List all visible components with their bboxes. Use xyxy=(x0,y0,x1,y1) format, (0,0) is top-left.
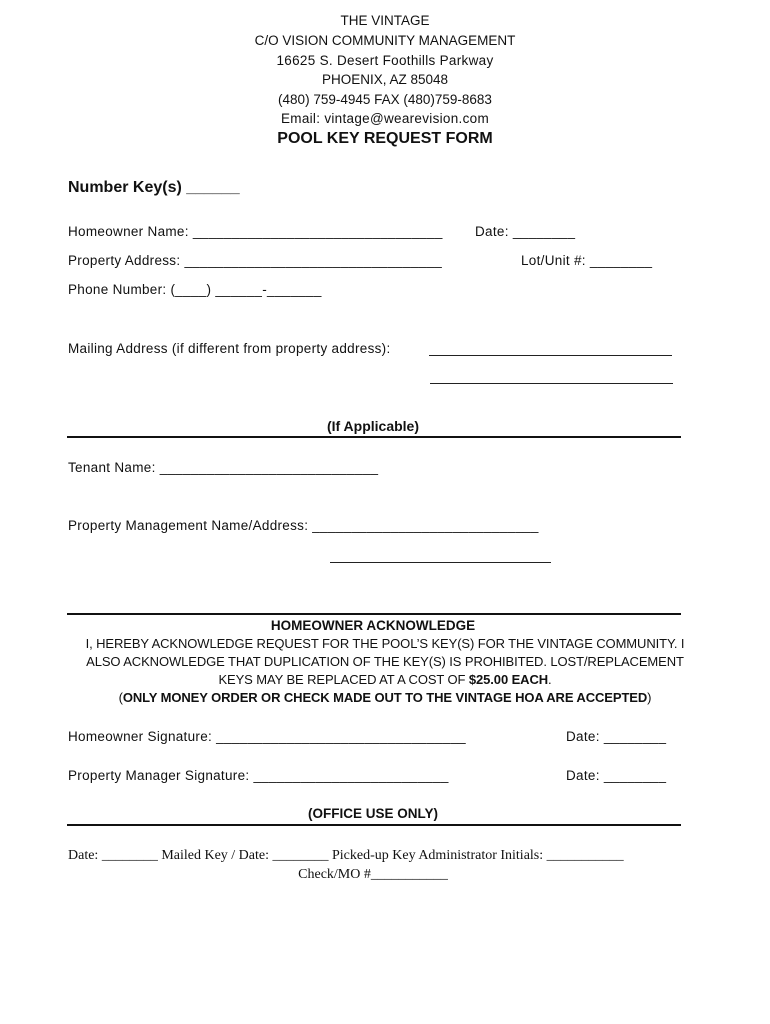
tenant-name-field[interactable]: Tenant Name: ____________________________ xyxy=(68,460,379,475)
section-divider-tenant xyxy=(67,436,681,438)
property-address-field[interactable]: Property Address: _________________________________ xyxy=(68,253,443,268)
office-use-heading: (OFFICE USE ONLY) xyxy=(307,806,438,821)
mailing-address-label: Mailing Address (if different from property address): xyxy=(68,341,391,356)
acknowledge-line-3-end: . xyxy=(548,672,552,687)
header-street: 16625 S. Desert Foothills Parkway xyxy=(276,53,494,68)
manager-signature-field[interactable]: Property Manager Signature: _________________________ xyxy=(68,768,449,783)
acknowledge-line-4-close: ) xyxy=(647,690,652,705)
acknowledge-line-3 xyxy=(0,672,770,687)
replacement-cost: $25.00 EACH xyxy=(468,672,549,687)
office-use-check-mo[interactable]: Check/MO #___________ xyxy=(298,867,448,882)
acknowledge-line-2: ALSO ACKNOWLEDGE THAT DUPLICATION OF THE KEY(S) IS PROHIBITED. LOST/REPLACEMENT xyxy=(86,654,684,669)
header-management: C/O VISION COMMUNITY MANAGEMENT xyxy=(254,33,516,48)
section-divider-office xyxy=(67,824,681,826)
acknowledge-line-4 xyxy=(0,690,770,705)
acknowledge-heading: HOMEOWNER ACKNOWLEDGE xyxy=(270,618,476,633)
phone-number-field[interactable]: Phone Number: (____) ______-_______ xyxy=(68,282,322,297)
homeowner-signature-field[interactable]: Homeowner Signature: ________________________________ xyxy=(68,729,466,744)
request-date-field[interactable]: Date: ________ xyxy=(475,224,576,239)
header-phone-fax: (480) 759-4945 FAX (480)759-8683 xyxy=(278,92,492,107)
header-city: PHOENIX, AZ 85048 xyxy=(321,72,449,87)
property-management-line-2[interactable] xyxy=(330,562,551,563)
mailing-address-line-2[interactable] xyxy=(430,383,673,384)
header-org-name: THE VINTAGE xyxy=(340,13,430,28)
acknowledge-line-3-text: KEYS MAY BE REPLACED AT A COST OF xyxy=(218,672,469,687)
payment-notice: ONLY MONEY ORDER OR CHECK MADE OUT TO THE VINTAGE HOA ARE ACCEPTED xyxy=(122,690,648,705)
number-keys-field[interactable]: Number Key(s) ______ xyxy=(68,179,240,196)
acknowledge-line-4-open: ( xyxy=(118,690,123,705)
form-title: POOL KEY REQUEST FORM xyxy=(277,130,493,147)
section-divider-acknowledge xyxy=(67,613,681,615)
mailing-address-line-1[interactable] xyxy=(429,355,672,356)
header-email: Email: vintage@wearevision.com xyxy=(280,111,490,126)
homeowner-signature-date-field[interactable]: Date: ________ xyxy=(566,729,667,744)
lot-unit-field[interactable]: Lot/Unit #: ________ xyxy=(521,253,653,268)
manager-signature-date-field[interactable]: Date: ________ xyxy=(566,768,667,783)
acknowledge-line-1: I, HEREBY ACKNOWLEDGE REQUEST FOR THE POOL’S KEY(S) FOR THE VINTAGE COMMUNITY. I xyxy=(85,636,685,651)
property-management-field[interactable]: Property Management Name/Address: _____________________________ xyxy=(68,518,539,533)
office-use-line-1[interactable]: Date: ________ Mailed Key / Date: ________ Picked-up Key Administrator Initials: ___________ xyxy=(68,848,624,863)
homeowner-name-field[interactable]: Homeowner Name: ________________________________ xyxy=(68,224,443,239)
if-applicable-heading: (If Applicable) xyxy=(326,418,420,434)
